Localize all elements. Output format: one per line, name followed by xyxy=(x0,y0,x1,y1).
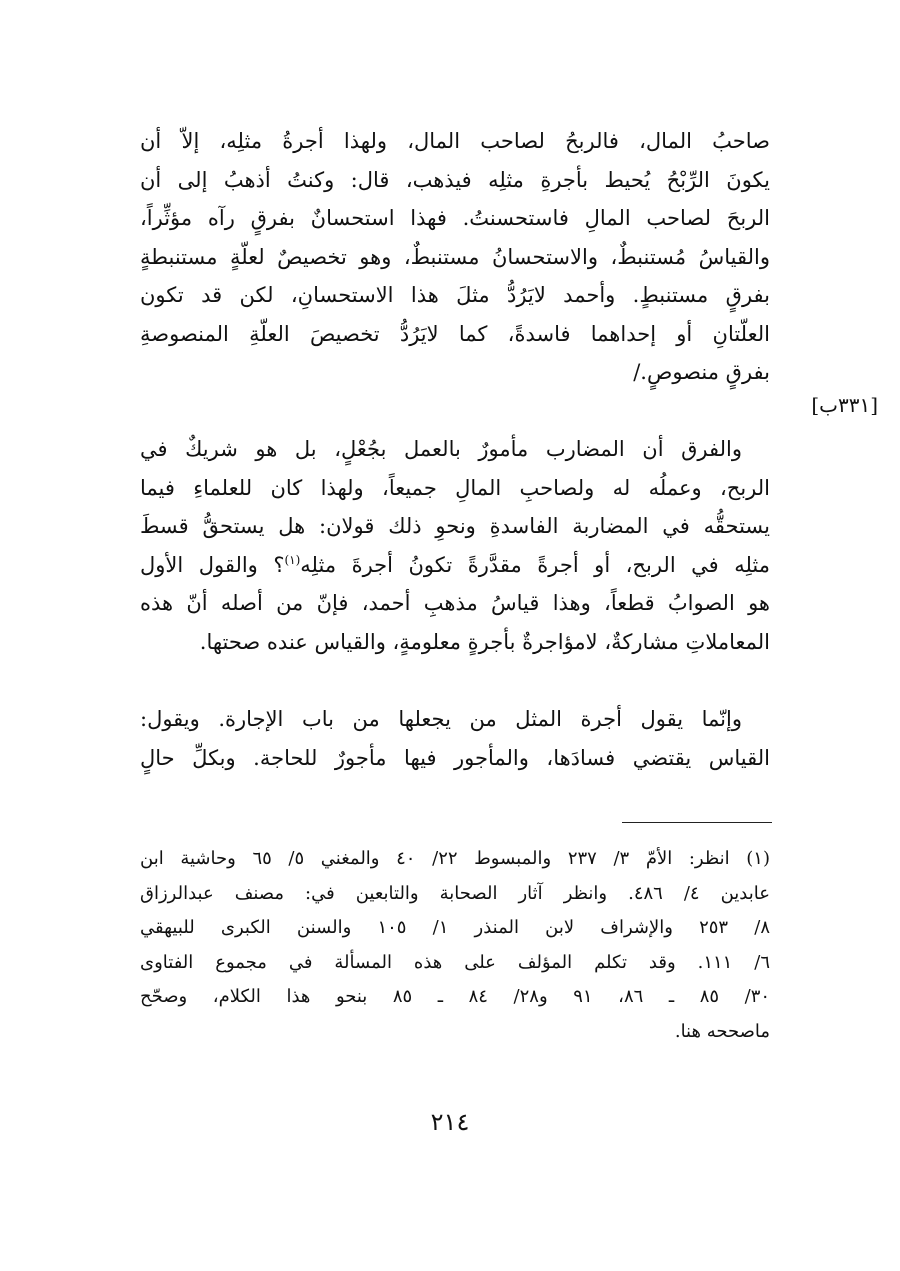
paragraph-3 xyxy=(140,700,770,777)
paragraph-line: والقياسُ مُستنبطٌ، والاستحسانُ مستنبطٌ، وهو تخصيصٌ لعلّةٍ مستنبطةٍ xyxy=(140,244,770,269)
paragraph-line: وإنّما يقول أجرة المثل من يجعلها من باب الإجارة. ويقول: xyxy=(140,707,742,731)
footnote-line: ٨/ ٢٥٣ والإشراف لابن المنذر ١/ ١٠٥ والسنن الكبرى للبيهقي xyxy=(140,917,770,938)
paragraph-line: العلّتانِ أو إحداهما فاسدةً، كما لايَرُدُّ تخصيصَ العلّةِ المنصوصةِ xyxy=(140,321,770,346)
paragraph-line: يستحقُّه في المضاربة الفاسدةِ ونحوِ ذلك قولان: هل يستحقُّ قسطَ xyxy=(140,514,770,538)
footnote-separator xyxy=(622,822,772,823)
line-text-tail: ؟ والقول الأول xyxy=(140,552,285,577)
footnotes xyxy=(140,842,770,1049)
footnote-reference[interactable]: (١) xyxy=(284,552,301,567)
paragraph-line: بفرقٍ مستنبطٍ. وأحمد لايَرُدُّ مثلَ هذا الاستحسانِ، لكن قد تكون xyxy=(140,283,770,307)
paragraph-line: والفرق أن المضارب مأمورٌ بالعمل بجُعْلٍ، بل هو شريكٌ في xyxy=(140,437,742,461)
paragraph-1 xyxy=(140,122,770,392)
footnote-line: عابدين ٤/ ٤٨٦. وانظر آثار الصحابة والتابعين في: مصنف عبدالرزاق xyxy=(140,882,770,904)
paragraph-line: المعاملاتِ مشاركةٌ، لامؤاجرةٌ بأجرةٍ معلومةٍ، والقياس عنده صحتها. xyxy=(199,629,770,654)
footnote-line: ماصححه هنا. xyxy=(674,1020,770,1042)
line-text: مثلِه في الربح، أو أجرةً مقدَّرةً تكونُ أجرةَ مثلِه xyxy=(300,552,770,577)
manuscript-folio-marker: [٣٣١ب] xyxy=(811,393,878,417)
paragraph-line: صاحبُ المال، فالربحُ لصاحب المال، ولهذا أجرةُ مثلِه، إلاّ أن xyxy=(140,129,770,153)
paragraph-2 xyxy=(140,430,770,661)
footnote-line: ٦/ ١١١. وقد تكلم المؤلف على هذه المسألة في مجموع الفتاوى xyxy=(140,951,770,973)
paragraph-line: الربح، وعملُه له ولصاحبِ المالِ جميعاً، ولهذا كان للعلماءِ فيما xyxy=(140,475,770,500)
paragraph-line: الربحَ لصاحب المالِ فاستحسنتُ. فهذا استحسانٌ بفرقٍ رآه مؤثِّراً، xyxy=(140,206,770,230)
paragraph-line: القياس يقتضي فسادَها، والمأجور فيها مأجورٌ للحاجة. وبكلِّ حالٍ xyxy=(140,745,770,770)
paragraph-line: هو الصوابُ قطعاً، وهذا قياسُ مذهبِ أحمد، فإنّ من أصله أنّ هذه xyxy=(140,591,770,615)
paragraph-line: يكونَ الرِّبْحُ يُحيط بأجرةِ مثلِه فيذهب، قال: وكنتُ أذهبُ إلى أن xyxy=(140,167,770,192)
paragraph-line-with-footnote xyxy=(140,546,770,585)
footnote-line: ٣٠/ ٨٥ ـ ٨٦، ٩١ و٢٨/ ٨٤ ـ ٨٥ بنحو هذا الكلام، وصحّح xyxy=(140,986,771,1007)
footnote-line: (١) انظر: الأمّ ٣/ ٢٣٧ والمبسوط ٢٢/ ٤٠ والمغني ٥/ ٦٥ وحاشية ابن xyxy=(140,848,770,869)
paragraph-line: بفرقٍ منصوصٍ./ xyxy=(633,360,770,384)
page-number: ٢١٤ xyxy=(430,1108,470,1136)
